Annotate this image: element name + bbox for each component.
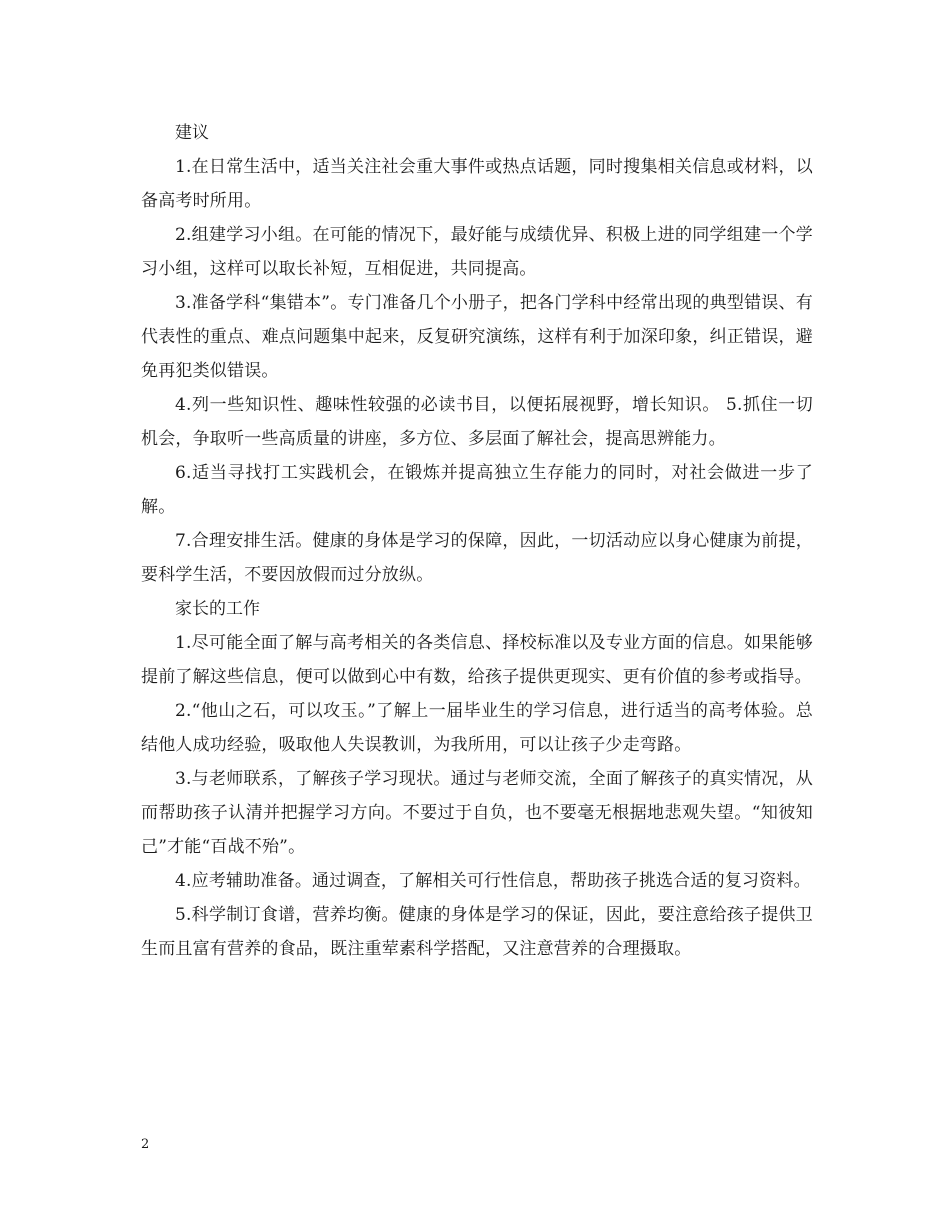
section-heading-suggestions: 建议 xyxy=(175,123,209,143)
page-number: 2 xyxy=(141,1137,150,1152)
suggestion-paragraph-7: 7.合理安排生活。健康的身体是学习的保障，因此，一切活动应以身心健康为前提，要科学生活，不要因放假而过分放纵。 xyxy=(141,531,813,585)
parent-paragraph-1: 1.尽可能全面了解与高考相关的各类信息、择校标准以及专业方面的信息。如果能够提前了解这些信息，便可以做到心中有数，给孩子提供更现实、更有价值的参考或指导。 xyxy=(141,633,813,687)
suggestion-paragraph-1: 1.在日常生活中，适当关注社会重大事件或热点话题，同时搜集相关信息或材料，以备高考时所用。 xyxy=(141,157,813,211)
suggestion-paragraph-6: 6.适当寻找打工实践机会，在锻炼并提高独立生存能力的同时，对社会做进一步了解。 xyxy=(141,463,813,517)
suggestion-paragraph-2: 2.组建学习小组。在可能的情况下，最好能与成绩优异、积极上进的同学组建一个学习小组，这样可以取长补短，互相促进，共同提高。 xyxy=(141,225,813,279)
parent-paragraph-5: 5.科学制订食谱，营养均衡。健康的身体是学习的保证，因此，要注意给孩子提供卫生而且富有营养的食品，既注重荤素科学搭配，又注意营养的合理摄取。 xyxy=(141,905,813,959)
parent-paragraph-3: 3.与老师联系，了解孩子学习现状。通过与老师交流，全面了解孩子的真实情况，从而帮助孩子认清并把握学习方向。不要过于自负，也不要毫无根据地悲观失望。“知彼知己”才能“百战不殆”。 xyxy=(141,769,813,857)
suggestion-paragraph-3: 3.准备学科“集错本”。专门准备几个小册子，把各门学科中经常出现的典型错误、有代表性的重点、难点问题集中起来，反复研究演练，这样有利于加深印象，纠正错误，避免再犯类似错误。 xyxy=(141,293,813,381)
section-heading-parents: 家长的工作 xyxy=(175,599,260,619)
parent-paragraph-4: 4.应考辅助准备。通过调查，了解相关可行性信息，帮助孩子挑选合适的复习资料。 xyxy=(175,871,811,891)
suggestion-paragraph-4: 4.列一些知识性、趣味性较强的必读书目，以便拓展视野，增长知识。 5.抓住一切机会，争取听一些高质量的讲座，多方位、多层面了解社会，提高思辨能力。 xyxy=(141,395,813,449)
document-body xyxy=(141,116,813,966)
parent-paragraph-2: 2.“他山之石，可以攻玉。”了解上一届毕业生的学习信息，进行适当的高考体验。总结他人成功经验，吸取他人失误教训，为我所用，可以让孩子少走弯路。 xyxy=(141,701,813,755)
